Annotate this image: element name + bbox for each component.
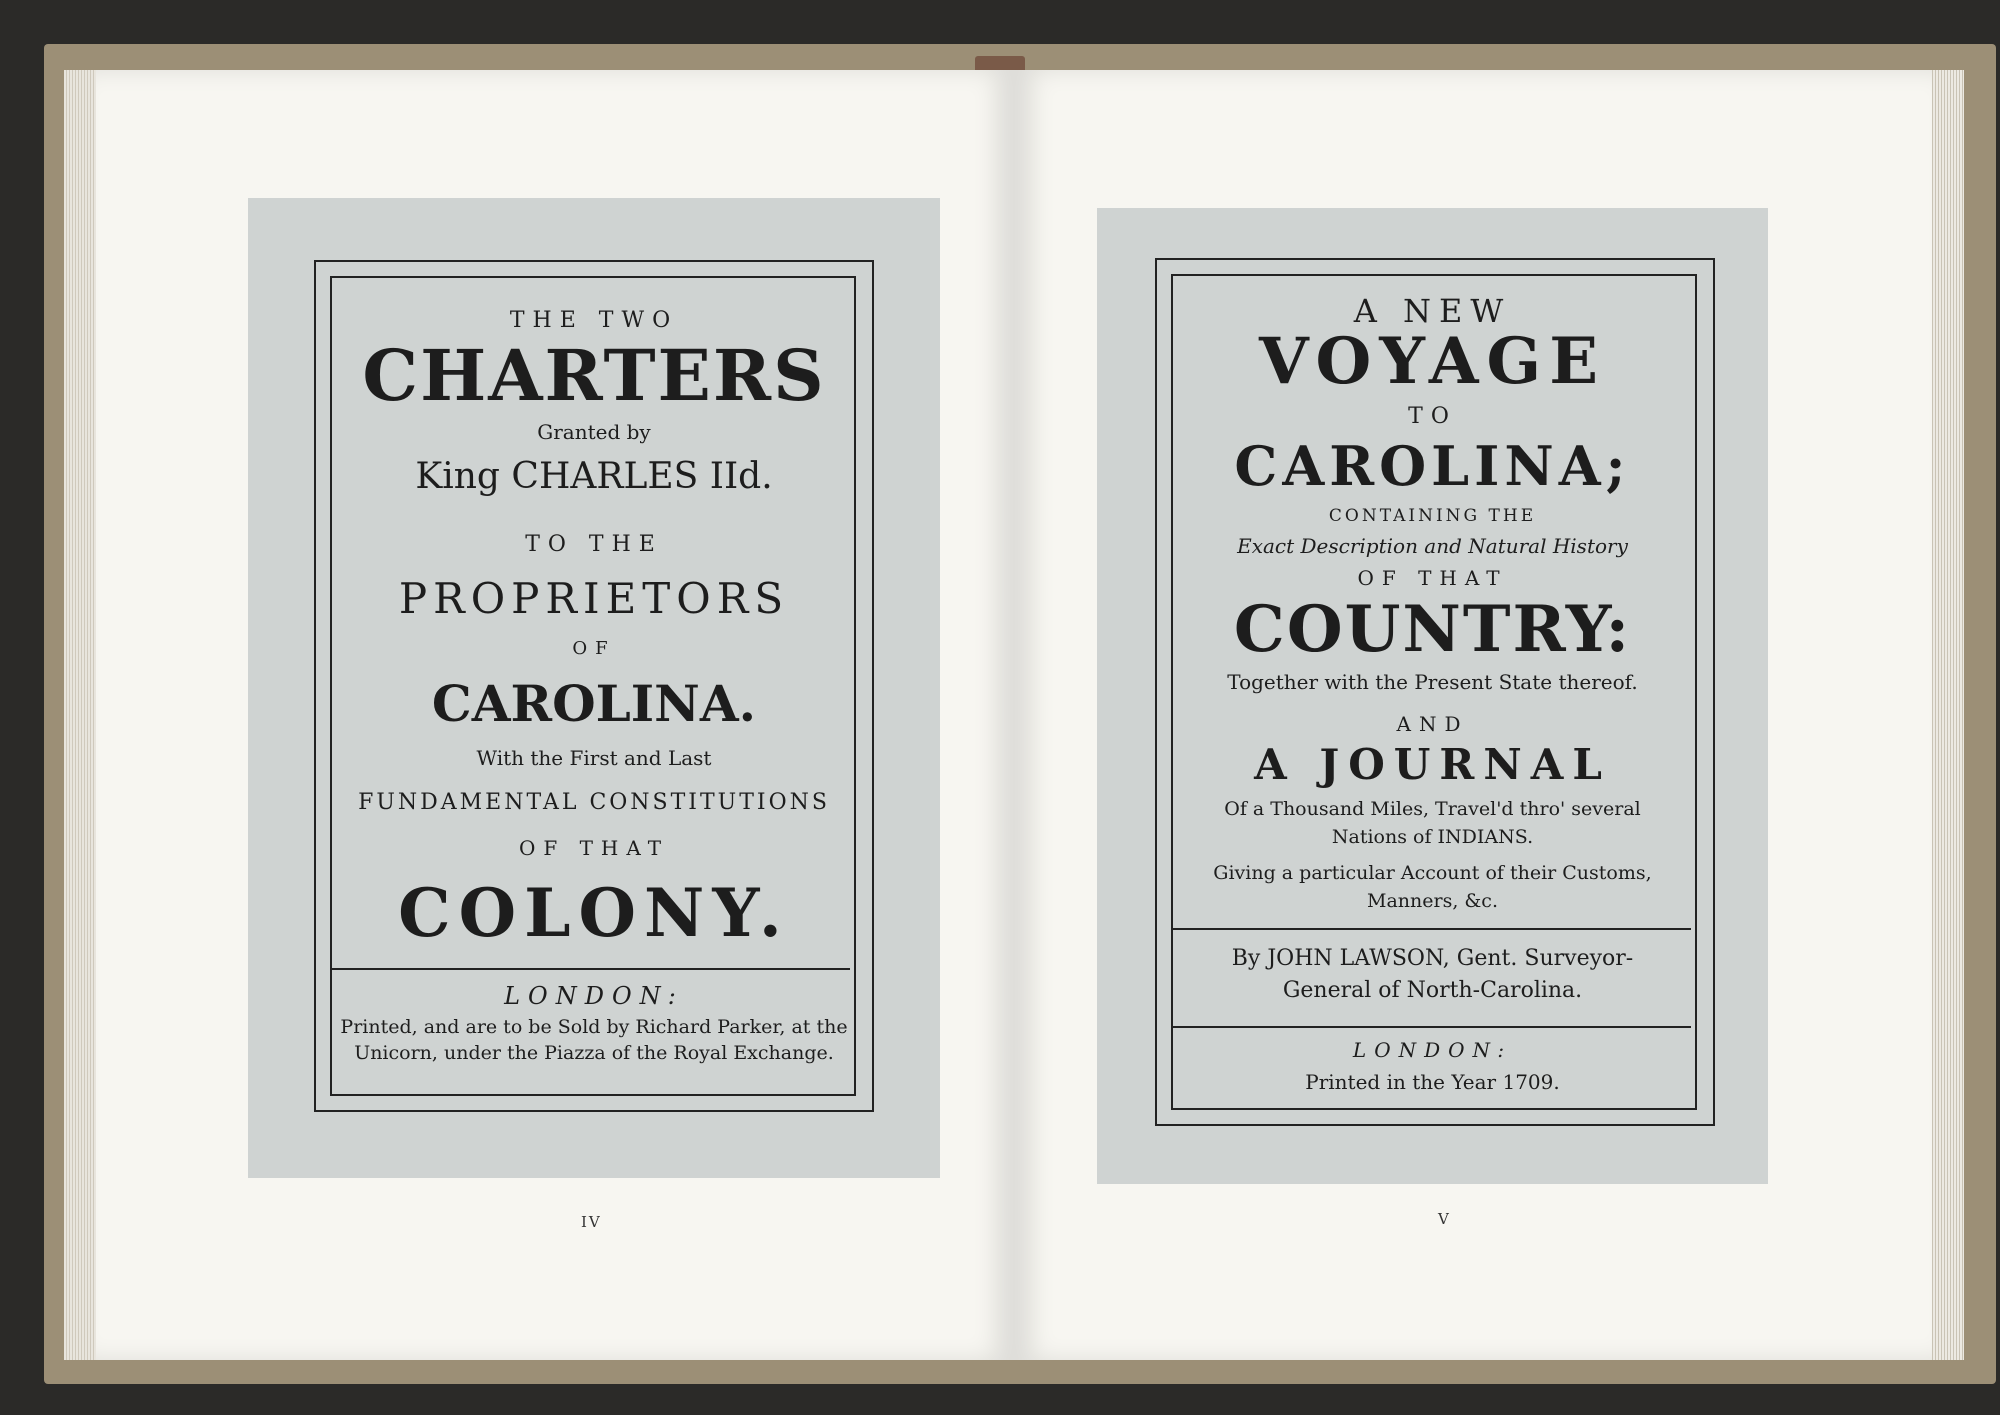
imprint-line-1: Printed, and are to be Sold by Richard Parker, at the bbox=[340, 1016, 848, 1038]
title-line-14: Giving a particular Account of their Customs, bbox=[1213, 862, 1652, 884]
imprint-line-2: Unicorn, under the Piazza of the Royal Exchange. bbox=[354, 1042, 834, 1064]
title-line-7: OF THAT bbox=[1357, 566, 1508, 590]
title-line-12: COLONY. bbox=[398, 874, 790, 952]
title-line-1: THE TWO bbox=[509, 308, 679, 333]
title-line-2: VOYAGE bbox=[1259, 324, 1606, 399]
title-line-6: PROPRIETORS bbox=[398, 574, 790, 623]
title-line-5: TO THE bbox=[525, 532, 663, 557]
author-line-1: By JOHN LAWSON, Gent. Surveyor- bbox=[1231, 946, 1634, 971]
title-line-1: A NEW bbox=[1353, 292, 1512, 330]
page-edges-left bbox=[64, 70, 100, 1360]
title-line-8: COUNTRY: bbox=[1233, 592, 1632, 667]
title-line-9: Together with the Present State thereof. bbox=[1227, 670, 1638, 694]
title-line-11: A JOURNAL bbox=[1254, 740, 1611, 789]
title-line-12: Of a Thousand Miles, Travel'd thro' several bbox=[1224, 798, 1641, 820]
author-rule bbox=[1173, 928, 1691, 930]
page-number-right: V bbox=[1438, 1210, 1451, 1228]
title-line-5: CONTAINING THE bbox=[1328, 506, 1537, 526]
title-line-6: Exact Description and Natural History bbox=[1237, 534, 1628, 558]
imprint-city: LONDON: bbox=[1352, 1038, 1513, 1062]
imprint-rule bbox=[1173, 1026, 1691, 1028]
imprint-city: LONDON: bbox=[504, 982, 684, 1010]
title-line-2: CHARTERS bbox=[362, 334, 826, 417]
title-line-8: CAROLINA. bbox=[431, 674, 757, 733]
title-line-10: FUNDAMENTAL CONSTITUTIONS bbox=[358, 790, 830, 815]
imprint-rule bbox=[332, 968, 850, 970]
title-line-11: OF THAT bbox=[518, 836, 670, 860]
title-line-15: Manners, &c. bbox=[1366, 890, 1498, 912]
title-line-3: Granted by bbox=[537, 420, 651, 444]
left-title-page-plate bbox=[248, 198, 940, 1178]
title-line-9: With the First and Last bbox=[476, 746, 712, 770]
title-line-4: King CHARLES IId. bbox=[415, 456, 773, 497]
title-line-10: AND bbox=[1396, 712, 1469, 736]
right-title-page-plate bbox=[1097, 208, 1768, 1184]
title-line-4: CAROLINA; bbox=[1234, 434, 1631, 498]
imprint-line: Printed in the Year 1709. bbox=[1305, 1070, 1560, 1094]
page-number-left: IV bbox=[581, 1213, 602, 1231]
author-line-2: General of North-Carolina. bbox=[1282, 978, 1583, 1003]
title-line-3: TO bbox=[1408, 404, 1457, 429]
title-line-7: OF bbox=[572, 638, 616, 659]
title-line-13: Nations of INDIANS. bbox=[1331, 826, 1534, 848]
